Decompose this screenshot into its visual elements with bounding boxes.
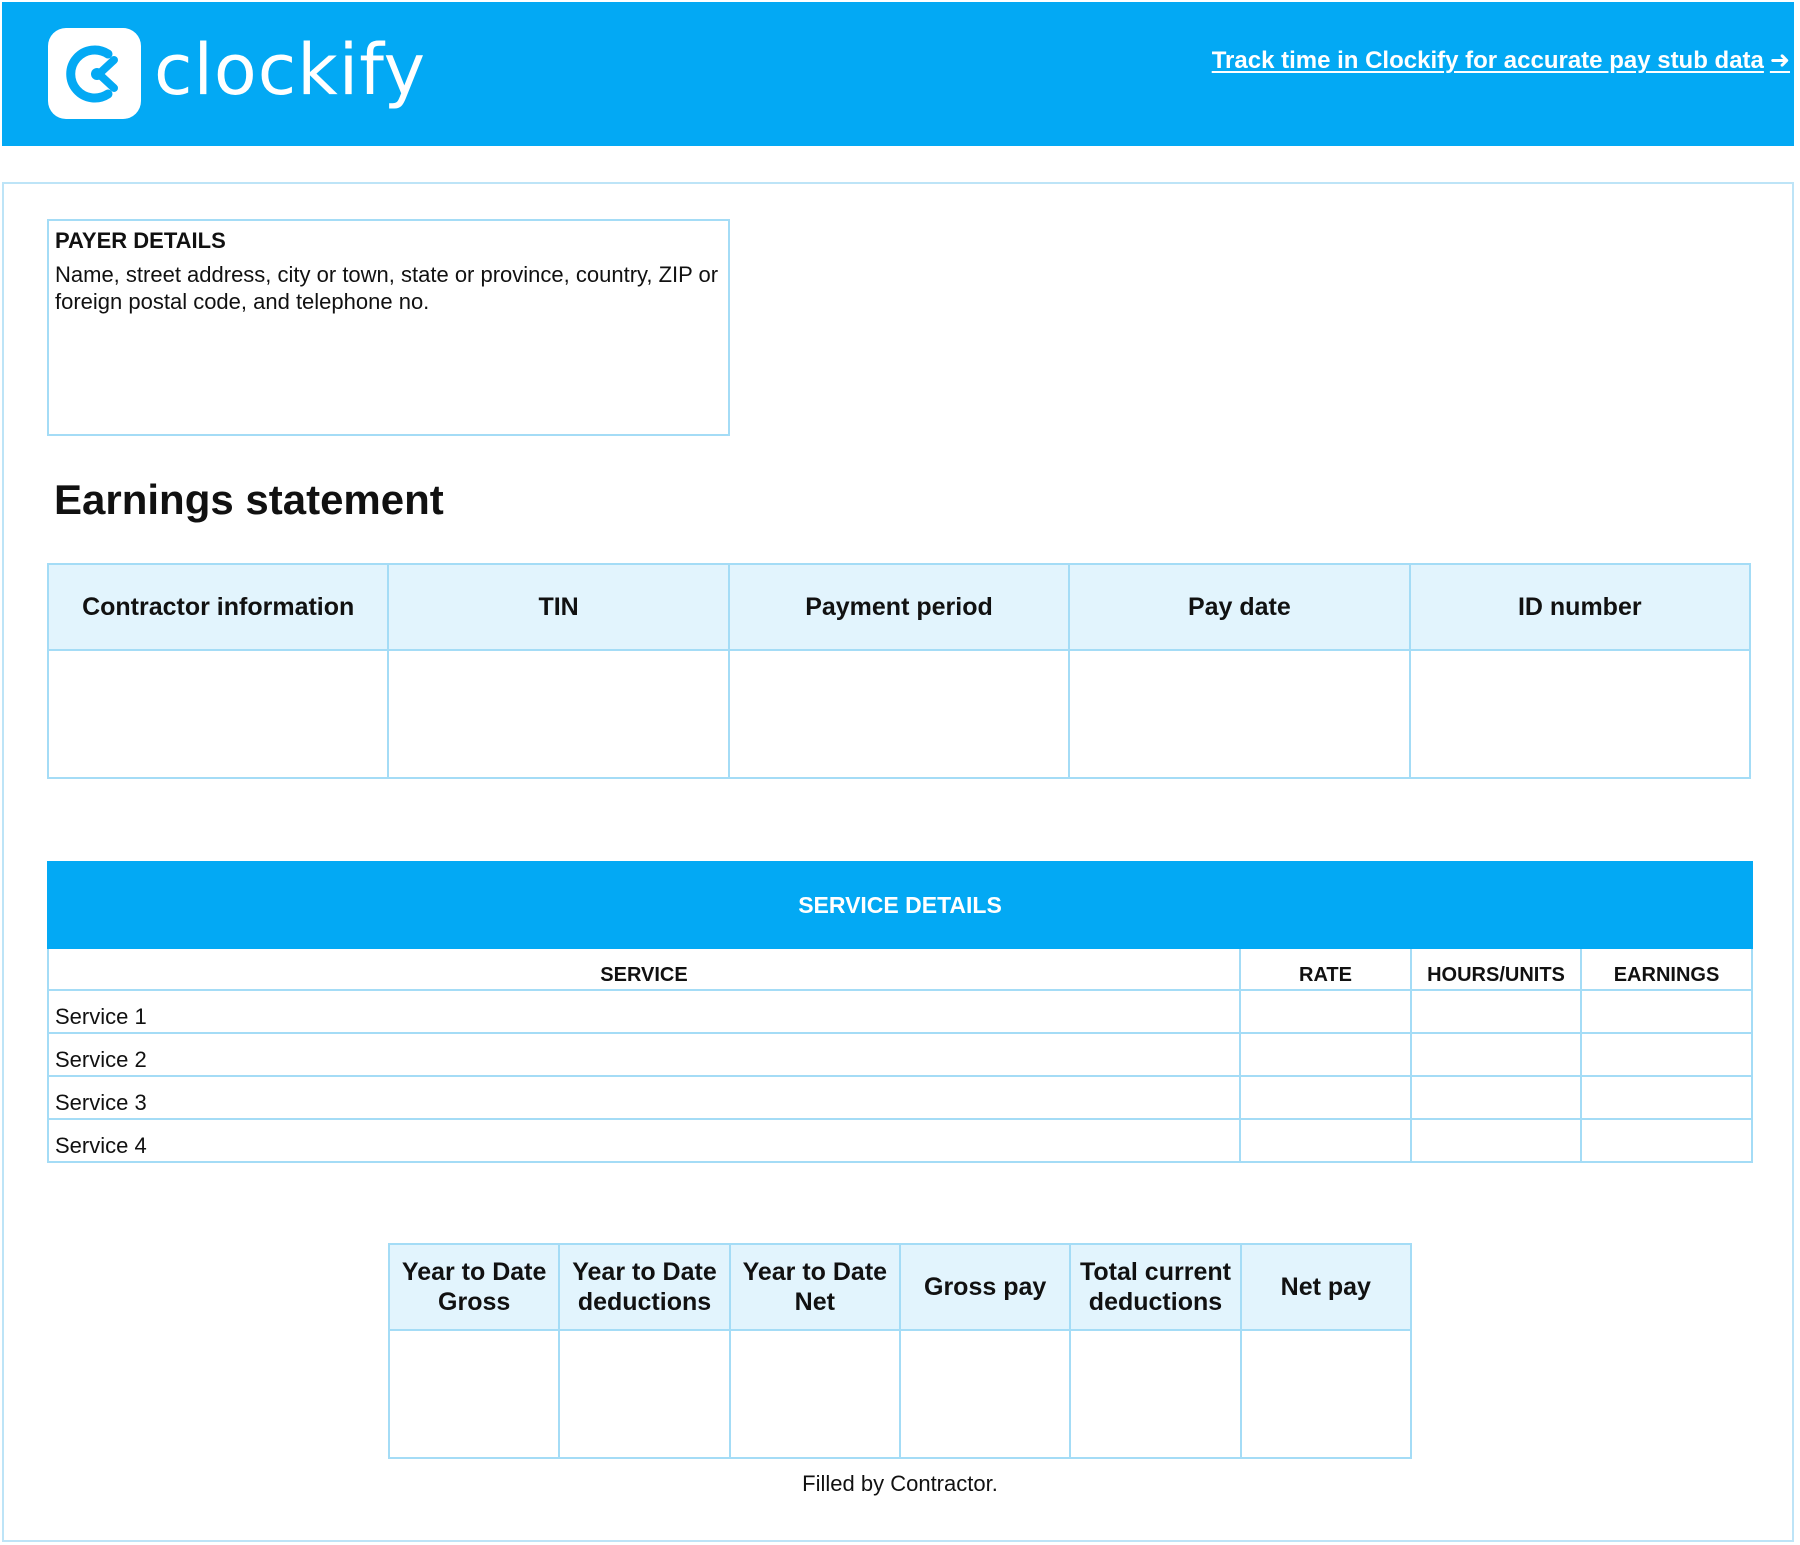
- hours-cell[interactable]: [1411, 990, 1581, 1033]
- ytd-net-cell[interactable]: [730, 1330, 900, 1458]
- ytd-gross-cell[interactable]: [389, 1330, 559, 1458]
- service-details-banner: SERVICE DETAILS: [48, 862, 1752, 948]
- header-line: Net pay: [1280, 1273, 1371, 1301]
- earnings-cell[interactable]: [1581, 1033, 1752, 1076]
- payment-period-cell[interactable]: [729, 650, 1069, 778]
- service-name-cell[interactable]: Service 3: [48, 1076, 1240, 1119]
- rate-cell[interactable]: [1240, 990, 1411, 1033]
- ytd-deductions-header: [559, 1244, 729, 1330]
- net-pay-cell[interactable]: [1241, 1330, 1411, 1458]
- table-row: [48, 1033, 1752, 1076]
- service-header: SERVICE: [48, 948, 1240, 990]
- service-name-cell[interactable]: Service 4: [48, 1119, 1240, 1162]
- hours-cell[interactable]: [1411, 1033, 1581, 1076]
- table-row: [48, 1119, 1752, 1162]
- id-number-cell[interactable]: [1410, 650, 1750, 778]
- earnings-cell[interactable]: [1581, 1076, 1752, 1119]
- tin-header: TIN: [388, 564, 728, 650]
- payment-period-header: Payment period: [729, 564, 1069, 650]
- payer-details-description: Name, street address, city or town, state or province, country, ZIP or foreign postal code, and telephone no.: [55, 262, 719, 314]
- hours-units-header: HOURS/UNITS: [1411, 948, 1581, 990]
- clockify-logo-icon: [48, 28, 141, 119]
- ytd-deductions-cell[interactable]: [559, 1330, 729, 1458]
- page-title: Earnings statement: [54, 476, 444, 523]
- table-row: [48, 1076, 1752, 1119]
- id-number-header: ID number: [1410, 564, 1750, 650]
- contractor-info-header: Contractor information: [48, 564, 388, 650]
- service-name-cell[interactable]: Service 1: [48, 990, 1240, 1033]
- brand-wordmark: clockify: [154, 29, 427, 111]
- header-line: Gross: [438, 1288, 511, 1316]
- pay-date-header: Pay date: [1069, 564, 1409, 650]
- earnings-cell[interactable]: [1581, 1119, 1752, 1162]
- rate-header: RATE: [1240, 948, 1411, 990]
- header-line: Year to Date: [572, 1258, 717, 1286]
- clockify-promo-link[interactable]: [1212, 46, 1790, 75]
- contractor-info-cell[interactable]: [48, 650, 388, 778]
- hours-cell[interactable]: [1411, 1076, 1581, 1119]
- totals-table: [388, 1243, 1412, 1459]
- table-row: [48, 990, 1752, 1033]
- header-line: Net: [794, 1288, 835, 1316]
- header-line: Year to Date: [742, 1258, 888, 1286]
- ytd-gross-header: [389, 1244, 559, 1330]
- header-bar: [2, 2, 1794, 146]
- footnote: Filled by Contractor.: [802, 1471, 998, 1496]
- payer-details-title: PAYER DETAILS: [55, 228, 226, 253]
- net-pay-header: [1241, 1244, 1411, 1330]
- earnings-cell[interactable]: [1581, 990, 1752, 1033]
- rate-cell[interactable]: [1240, 1076, 1411, 1119]
- service-details-table: [47, 861, 1753, 1163]
- earnings-header: EARNINGS: [1581, 948, 1752, 990]
- promo-link-text[interactable]: Track time in Clockify for accurate pay stub data: [1211, 47, 1764, 74]
- hours-cell[interactable]: [1411, 1119, 1581, 1162]
- header-line: deductions: [577, 1288, 712, 1316]
- header-line: deductions: [1088, 1288, 1223, 1316]
- gross-pay-cell[interactable]: [900, 1330, 1070, 1458]
- header-line: Total current: [1080, 1258, 1231, 1286]
- contractor-table: [47, 563, 1751, 779]
- total-current-deductions-cell[interactable]: [1070, 1330, 1240, 1458]
- arrow-right-icon: ➜: [1769, 47, 1790, 74]
- gross-pay-header: [900, 1244, 1070, 1330]
- header-line: Year to Date: [401, 1258, 547, 1286]
- payer-details-box[interactable]: [47, 219, 730, 436]
- ytd-net-header: [730, 1244, 900, 1330]
- rate-cell[interactable]: [1240, 1033, 1411, 1076]
- service-name-cell[interactable]: Service 2: [48, 1033, 1240, 1076]
- rate-cell[interactable]: [1240, 1119, 1411, 1162]
- header-line: Gross pay: [924, 1273, 1047, 1301]
- tin-cell[interactable]: [388, 650, 728, 778]
- total-current-deductions-header: [1070, 1244, 1240, 1330]
- pay-date-cell[interactable]: [1069, 650, 1409, 778]
